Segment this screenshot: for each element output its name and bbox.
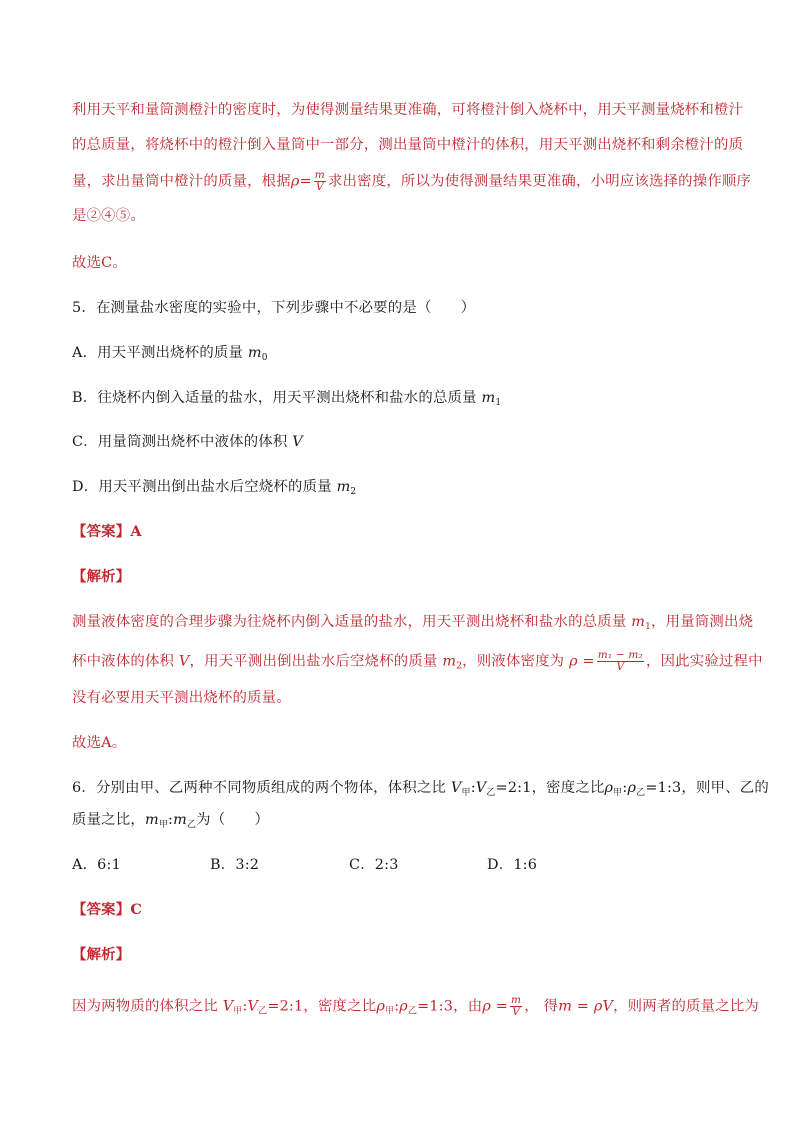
q5-answer xyxy=(72,522,142,542)
q5-analysis-line xyxy=(72,612,753,637)
option-variable: V xyxy=(292,434,303,450)
analysis-text: ，因此实验过程中 xyxy=(645,653,763,670)
q6-option-c: C．2:3 xyxy=(349,857,399,873)
option-text: A．用天平测出烧杯的质量 xyxy=(72,345,248,361)
analysis-text: ， 得 xyxy=(524,998,559,1015)
analysis-label: 【解析】 xyxy=(72,946,131,963)
analysis-text: : xyxy=(394,998,400,1015)
question-subscript: 甲 xyxy=(613,788,623,798)
analysis-text: : xyxy=(242,998,248,1015)
q6-option-d: D．1:6 xyxy=(487,857,538,873)
density-formula: ρ = xyxy=(569,653,595,670)
analysis-subscript: 1 xyxy=(645,622,652,632)
explanation-text: 求出密度，所以为使得测量结果更准确，小明应该选择的操作顺序 xyxy=(327,173,752,190)
conclusion-text: 故选A。 xyxy=(72,735,127,751)
q5-option-c xyxy=(72,432,303,452)
analysis-variable: V xyxy=(247,998,259,1015)
analysis-text: 杯中液体的体积 xyxy=(72,653,179,670)
analysis-variable: V xyxy=(222,998,234,1015)
question-text: : xyxy=(168,812,174,828)
q6-options xyxy=(72,855,722,875)
analysis-subscript: 乙 xyxy=(407,1006,418,1017)
q6-answer xyxy=(72,900,142,920)
q5-option-b xyxy=(72,388,501,413)
q6-analysis-label xyxy=(72,945,130,965)
analysis-subscript: 2 xyxy=(456,661,463,672)
q5-conclusion xyxy=(72,733,126,753)
question-text: =1:3，则甲、乙的 xyxy=(645,780,769,796)
fraction-numerator: m₁ − m₂ xyxy=(597,649,643,661)
fraction-denominator: V xyxy=(512,1006,521,1018)
q5-analysis-label xyxy=(72,567,130,587)
question-subscript: 甲 xyxy=(158,820,169,830)
analysis-text: ，则液体密度为 xyxy=(462,653,570,670)
mass-formula: m = ρV xyxy=(558,998,614,1015)
analysis-variable: m xyxy=(631,614,646,630)
question-variable: V xyxy=(475,780,487,796)
density-formula: ρ= xyxy=(290,173,312,190)
conclusion-text: 故选C。 xyxy=(72,255,127,271)
fraction-denominator: V xyxy=(315,181,324,193)
question-variable: m xyxy=(144,812,159,828)
option-subscript: 0 xyxy=(261,353,268,363)
analysis-text: ，用量筒测出烧 xyxy=(651,614,754,630)
analysis-subscript: 甲 xyxy=(233,1006,243,1017)
question-subscript: 乙 xyxy=(636,788,646,798)
analysis-text: ，则两者的质量之比为 xyxy=(613,998,760,1015)
option-text: B．往烧杯内倒入适量的盐水，用天平测出烧杯和盐水的总质量 xyxy=(72,390,482,406)
fraction xyxy=(510,995,522,1018)
question-subscript: 乙 xyxy=(486,788,496,798)
q6-option-b: B．3:2 xyxy=(210,857,260,873)
fraction xyxy=(314,170,326,193)
question-6-stem xyxy=(72,778,769,803)
analysis-text: 没有必要用天平测出烧杯的质量。 xyxy=(72,690,291,706)
fraction xyxy=(597,650,644,673)
question-text: : xyxy=(622,780,628,796)
explanation-line xyxy=(72,100,743,120)
question-subscript: 乙 xyxy=(186,820,197,830)
explanation-line xyxy=(72,135,743,155)
question-subscript: 甲 xyxy=(461,788,471,798)
option-variable: m xyxy=(336,479,351,495)
question-variable: m xyxy=(173,812,187,828)
fraction-numerator: m xyxy=(511,994,522,1006)
question-text: 5．在测量盐水密度的实验中，下列步骤中不必要的是（ ） xyxy=(72,300,476,316)
option-subscript: 1 xyxy=(495,398,502,408)
option-text: C．用量筒测出烧杯中液体的体积 xyxy=(72,434,293,450)
option-text: D．用天平测出倒出盐水后空烧杯的质量 xyxy=(72,479,337,495)
question-variable: ρ xyxy=(604,780,614,796)
analysis-text: =2:1，密度之比 xyxy=(267,998,377,1015)
fraction-denominator: V xyxy=(616,661,625,673)
answer-label: 【答案】C xyxy=(72,901,143,918)
question-variable: ρ xyxy=(627,780,637,796)
fraction-numerator: m xyxy=(314,169,325,181)
option-variable: m xyxy=(481,390,496,406)
explanation-line xyxy=(72,206,145,226)
analysis-label: 【解析】 xyxy=(72,568,131,585)
answer-label: 【答案】A xyxy=(72,523,142,540)
q5-option-a xyxy=(72,343,268,368)
q6-option-a: A．6:1 xyxy=(72,857,121,873)
q5-analysis-line xyxy=(72,650,763,677)
explanation-text: 量，求出量筒中橙汁的质量，根据 xyxy=(72,173,291,190)
q5-analysis-line xyxy=(72,688,291,708)
analysis-variable: V xyxy=(178,653,190,670)
option-subscript: 2 xyxy=(350,487,357,497)
question-variable: V xyxy=(450,780,462,796)
explanation-text: 的总质量，将烧杯中的橙汁倒入量筒中一部分，测出量筒中橙汁的体积，用天平测出烧杯和剩余橙汁的质 xyxy=(72,137,744,153)
question-text: : xyxy=(470,780,476,796)
analysis-text: ，用天平测出倒出盐水后空烧杯的质量 xyxy=(189,653,443,670)
analysis-subscript: 甲 xyxy=(385,1006,395,1017)
q5-option-d xyxy=(72,477,356,502)
analysis-variable: m xyxy=(442,653,457,670)
explanation-text: 利用天平和量筒测橙汁的密度时，为使得测量结果更准确，可将橙汁倒入烧杯中，用天平测量烧杯和橙汁 xyxy=(72,102,744,118)
question-text: 6．分别由甲、乙两种不同物质组成的两个物体，体积之比 xyxy=(72,780,451,796)
analysis-subscript: 乙 xyxy=(258,1006,268,1017)
conclusion xyxy=(72,253,127,273)
explanation-line xyxy=(72,170,751,193)
analysis-text: 因为两物质的体积之比 xyxy=(72,998,223,1015)
analysis-text: =1:3，由 xyxy=(417,998,483,1015)
analysis-text: 测量液体密度的合理步骤为往烧杯内倒入适量的盐水，用天平测出烧杯和盐水的总质量 xyxy=(72,614,632,630)
question-text: 为（ ） xyxy=(196,812,270,828)
density-formula: ρ = xyxy=(482,998,509,1015)
question-text: =2:1，密度之比 xyxy=(495,780,605,796)
question-6-stem xyxy=(72,810,269,835)
q6-analysis-line xyxy=(72,995,759,1022)
option-variable: m xyxy=(247,345,262,361)
question-text: 质量之比， xyxy=(72,812,145,828)
explanation-text: 是②④⑤。 xyxy=(72,208,145,224)
analysis-variable: ρ xyxy=(376,998,385,1015)
analysis-variable: ρ xyxy=(399,998,408,1015)
question-5-stem xyxy=(72,298,475,318)
